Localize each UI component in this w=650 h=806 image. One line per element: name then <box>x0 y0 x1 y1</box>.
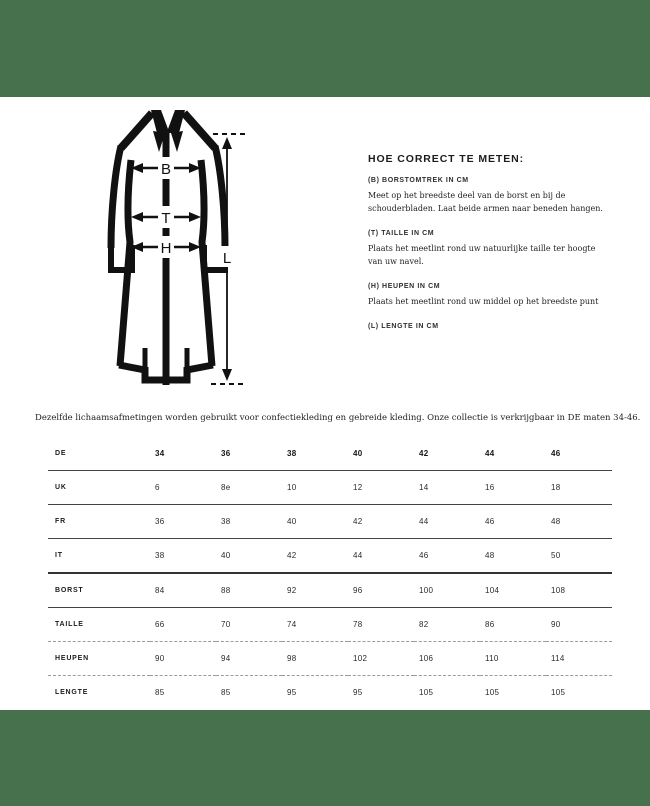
measure-item-waist <box>368 230 606 268</box>
size-cell: 102 <box>348 642 414 676</box>
table-row <box>48 471 612 505</box>
table-row <box>48 573 612 608</box>
size-cell: 86 <box>480 608 546 642</box>
size-cell: 44 <box>414 505 480 539</box>
row-label: LENGTE <box>55 689 89 696</box>
size-cell: 110 <box>480 642 546 676</box>
size-cell: 12 <box>348 471 414 505</box>
size-cell: 46 <box>546 437 612 471</box>
size-cell: 42 <box>348 505 414 539</box>
size-table-body <box>48 437 612 709</box>
size-cell: 38 <box>282 437 348 471</box>
size-cell: 85 <box>221 688 231 697</box>
size-cell: 10 <box>282 471 348 505</box>
size-cell: 36 <box>216 437 282 471</box>
waist-label: T <box>161 210 171 227</box>
size-cell: 108 <box>546 573 612 608</box>
size-cell: 82 <box>414 608 480 642</box>
measure-label: (B) BORSTOMTREK IN CM <box>368 177 469 184</box>
table-row <box>48 676 612 710</box>
size-cell: 88 <box>216 573 282 608</box>
measure-label: (T) TAILLE IN CM <box>368 230 435 237</box>
measure-text: Meet op het breedste deel van de borst en bij de schouderbladen. Laat beide armen naar beneden hangen. <box>368 191 603 213</box>
size-cell: 8e <box>216 471 282 505</box>
size-cell: 70 <box>216 608 282 642</box>
size-cell: 48 <box>546 505 612 539</box>
size-cell: 38 <box>216 505 282 539</box>
size-cell: 40 <box>282 505 348 539</box>
measure-label: (H) HEUPEN IN CM <box>368 283 441 290</box>
bust-label: B <box>160 161 172 178</box>
size-cell: 105 <box>485 688 500 697</box>
measure-text: Plaats het meetlint rond uw middel op het breedste punt <box>368 297 599 306</box>
size-cell: 42 <box>414 437 480 471</box>
size-cell: 106 <box>414 642 480 676</box>
size-cell: 74 <box>282 608 348 642</box>
size-cell: 40 <box>348 437 414 471</box>
row-label: BORST <box>48 573 150 608</box>
bust-arrow <box>131 157 201 179</box>
size-cell: 18 <box>546 471 612 505</box>
measure-item-hips <box>368 283 606 308</box>
size-cell: 105 <box>419 688 434 697</box>
row-label: FR <box>48 505 150 539</box>
size-cell: 14 <box>414 471 480 505</box>
row-label: TAILLE <box>48 608 150 642</box>
size-cell: 38 <box>150 539 216 574</box>
table-row <box>48 437 612 471</box>
size-cell: 94 <box>216 642 282 676</box>
measure-guide <box>368 153 606 345</box>
size-cell: 44 <box>480 437 546 471</box>
size-cell: 84 <box>150 573 216 608</box>
hips-arrow <box>131 236 201 258</box>
table-row <box>48 539 612 574</box>
size-cell: 78 <box>348 608 414 642</box>
size-cell: 96 <box>348 573 414 608</box>
size-cell: 48 <box>480 539 546 574</box>
dress-diagram <box>75 100 250 395</box>
size-cell: 16 <box>480 471 546 505</box>
size-cell: 50 <box>546 539 612 574</box>
size-cell: 6 <box>150 471 216 505</box>
size-cell: 100 <box>414 573 480 608</box>
length-dimension <box>211 134 245 384</box>
intro-text: Dezelfde lichaamsafmetingen worden gebruikt voor confectiekleding en gebreide kleding. Onze collectie is verkrijgbaar in DE maten 34-46. <box>35 413 641 423</box>
size-cell: 85 <box>155 688 165 697</box>
size-cell: 95 <box>353 688 363 697</box>
waist-arrow <box>131 206 201 228</box>
size-cell: 44 <box>348 539 414 574</box>
row-label: DE <box>48 437 150 471</box>
table-row <box>48 608 612 642</box>
size-cell: 95 <box>287 688 297 697</box>
row-label: IT <box>48 539 150 574</box>
table-row <box>48 505 612 539</box>
size-cell: 105 <box>551 688 566 697</box>
size-cell: 114 <box>546 642 612 676</box>
measure-label: (L) LENGTE IN CM <box>368 323 439 330</box>
length-label: L <box>222 250 232 267</box>
row-label: UK <box>48 471 150 505</box>
size-cell: 34 <box>150 437 216 471</box>
measure-item-length <box>368 323 606 330</box>
size-cell: 90 <box>546 608 612 642</box>
size-cell: 104 <box>480 573 546 608</box>
header-band <box>0 0 650 97</box>
size-cell: 90 <box>150 642 216 676</box>
table-row <box>48 642 612 676</box>
size-table <box>48 437 612 709</box>
guide-heading: HOE CORRECT TE METEN: <box>368 153 524 165</box>
hips-label: H <box>160 240 172 257</box>
size-cell: 66 <box>150 608 216 642</box>
size-cell: 46 <box>414 539 480 574</box>
measure-text: Plaats het meetlint rond uw natuurlijke taille ter hoogte van uw navel. <box>368 244 596 266</box>
size-cell: 98 <box>282 642 348 676</box>
size-cell: 36 <box>150 505 216 539</box>
measure-item-bust <box>368 177 606 215</box>
size-cell: 46 <box>480 505 546 539</box>
size-cell: 40 <box>216 539 282 574</box>
footer-band <box>0 710 650 806</box>
size-cell: 92 <box>282 573 348 608</box>
size-cell: 42 <box>282 539 348 574</box>
row-label: HEUPEN <box>48 642 150 676</box>
